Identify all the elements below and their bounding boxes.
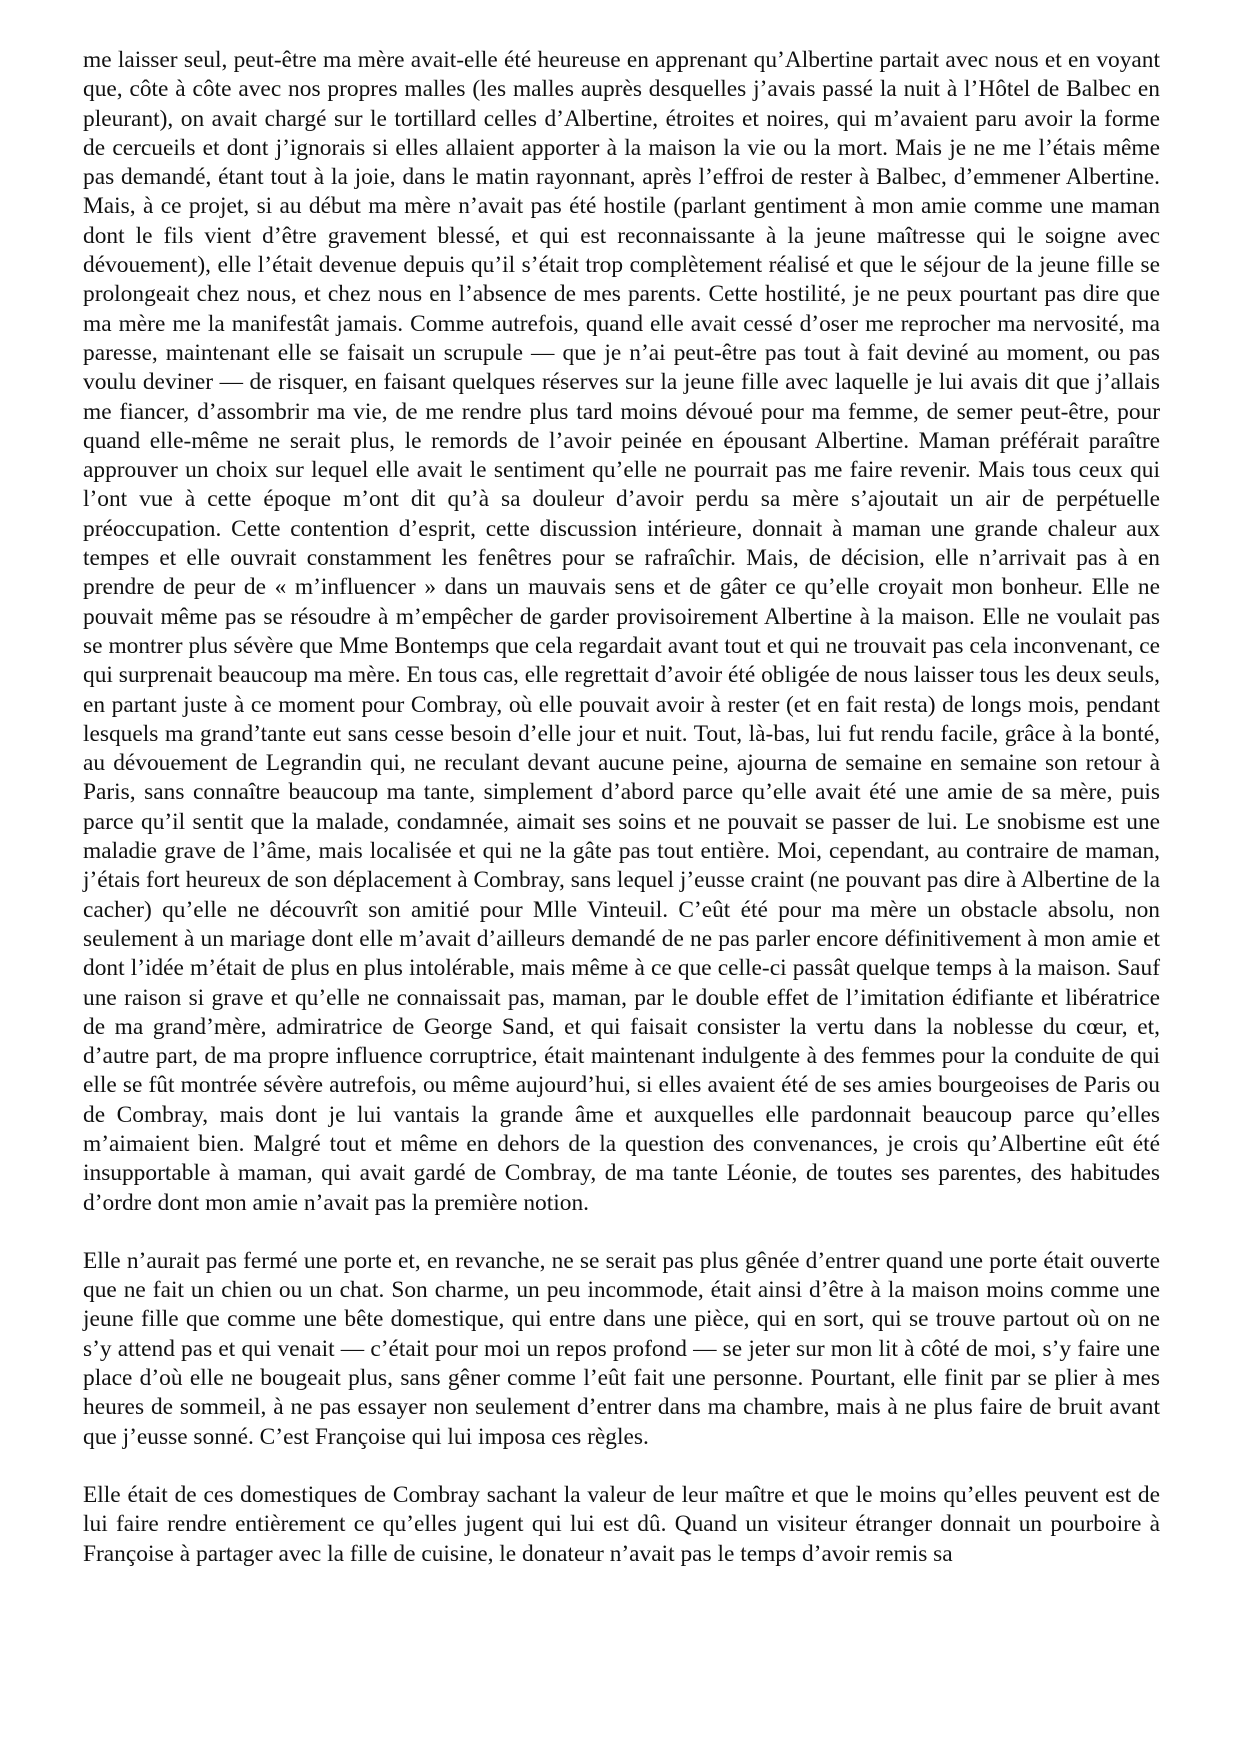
paragraph-3: Elle était de ces domestiques de Combray sachant la valeur de leur maître et que le moins qu’elles peuvent est de lui faire rendre entièrement ce qu’elles jugent qui lui est dû. Quand un visiteur étranger donnait un pourboire à Françoise à partager avec la fille de cuisine, le donateur n’avait pas le temps d’avoir remis sa — [83, 1481, 1160, 1567]
document-page — [83, 46, 1160, 1569]
paragraph-1: me laisser seul, peut-être ma mère avait-elle été heureuse en apprenant qu’Albertine partait avec nous et en voyant que, côte à côte avec nos propres malles (les malles auprès desquelles j’avais passé la nuit à l’Hôtel de Balbec en pleurant), on avait chargé sur le tortillard celles d’Albertine, étroites et noires, qui m’avaient paru avoir la forme de cercueils et dont j’ignorais si elles allaient apporter à la maison la vie ou la mort. Mais je ne me l’étais même pas demandé, étant tout à la joie, dans le matin rayonnant, après l’effroi de rester à Balbec, d’emmener Albertine. Mais, à ce projet, si au début ma mère n’avait pas été hostile (parlant gentiment à mon amie comme une maman dont le fils vient d’être gravement blessé, et qui est reconnaissante à la jeune maîtresse qui le soigne avec dévouement), elle l’était devenue depuis qu’il s’était trop complètement réalisé et que le séjour de la jeune fille se prolongeait chez nous, et chez nous en l’absence de mes parents. Cette hostilité, je ne peux pourtant pas dire que ma mère me la manifestât jamais. Comme autrefois, quand elle avait cessé d’oser me reprocher ma nervosité, ma paresse, maintenant elle se faisait un scrupule — que je n’ai peut-être pas tout à fait deviné au moment, ou pas voulu deviner — de risquer, en faisant quelques réserves sur la jeune fille avec laquelle je lui avais dit que j’allais me fiancer, d’assombrir ma vie, de me rendre plus tard moins dévoué pour ma femme, de semer peut-être, pour quand elle-même ne serait plus, le remords de l’avoir peinée en épousant Albertine. Maman préférait paraître approuver un choix sur lequel elle avait le sentiment qu’elle ne pourrait pas me faire revenir. Mais tous ceux qui l’ont vue à cette époque m’ont dit qu’à sa douleur d’avoir perdu sa mère s’ajoutait un air de perpétuelle préoccupation. Cette contention d’esprit, cette discussion intérieure, donnait à maman une grande chaleur aux tempes et elle ouvrait constamment les fenêtres pour se rafraîchir. Mais, de décision, elle n’arrivait pas à en prendre de peur de « m’influencer » dans un mauvais sens et de gâter ce qu’elle croyait mon bonheur. Elle ne pouvait même pas se résoudre à m’empêcher de garder provisoirement Albertine à la maison. Elle ne voulait pas se montrer plus sévère que Mme Bontemps que cela regardait avant tout et qui ne trouvait pas cela inconvenant, ce qui surprenait beaucoup ma mère. En tous cas, elle regrettait d’avoir été obligée de nous laisser tous les deux seuls, en partant juste à ce moment pour Combray, où elle pouvait avoir à rester (et en fait resta) de longs mois, pendant lesquels ma grand’tante eut sans cesse besoin d’elle jour et nuit. Tout, là-bas, lui fut rendu facile, grâce à la bonté, au dévouement de Legrandin qui, ne reculant devant aucune peine, ajourna de semaine en semaine son retour à Paris, sans connaître beaucoup ma tante, simplement d’abord parce qu’elle avait été une amie de sa mère, puis parce qu’il sentit que la malade, condamnée, aimait ses soins et ne pouvait se passer de lui. Le snobisme est une maladie grave de l’âme, mais localisée et qui ne la gâte pas tout entière. Moi, cependant, au contraire de maman, j’étais fort heureux de son déplacement à Combray, sans lequel j’eusse craint (ne pouvant pas dire à Albertine de la cacher) qu’elle ne découvrît son amitié pour Mlle Vinteuil. C’eût été pour ma mère un obstacle absolu, non seulement à un mariage dont elle m’avait d’ailleurs demandé de ne pas parler encore définitivement à mon amie et dont l’idée m’était de plus en plus intolérable, mais même à ce que celle-ci passât quelque temps à la maison. Sauf une raison si grave et qu’elle ne connaissait pas, maman, par le double effet de l’imitation édifiante et libératrice de ma grand’mère, admiratrice de George Sand, et qui faisait consister la vertu dans la noblesse du cœur, et, d’autre part, de ma propre influence corruptrice, était maintenant indulgente à des femmes pour la conduite de qui elle se fût montrée sévère autrefois, ou même aujourd’hui, si elles avaient été de ses amies bourgeoises de Paris ou de Combray, mais dont je lui vantais la grande âme et auxquelles elle pardonnait beaucoup parce qu’elles m’aimaient bien. Malgré tout et même en dehors de la question des convenances, je crois qu’Albertine eût été insupportable à maman, qui avait gardé de Combray, de ma tante Léonie, de toutes ses parentes, des habitudes d’ordre dont mon amie n’avait pas la première notion. — [83, 47, 1160, 1216]
paragraph-2: Elle n’aurait pas fermé une porte et, en revanche, ne se serait pas plus gênée d’entrer quand une porte était ouverte que ne fait un chien ou un chat. Son charme, un peu incommode, était ainsi d’être à la maison moins comme une jeune fille que comme une bête domestique, qui entre dans une pièce, qui en sort, qui se trouve partout où on ne s’y attend pas et qui venait — c’était pour moi un repos profond — se jeter sur mon lit à côté de moi, s’y faire une place d’où elle ne bougeait plus, sans gêner comme l’eût fait une personne. Pourtant, elle finit par se plier à mes heures de sommeil, à ne pas essayer non seulement d’entrer dans ma chambre, mais à ne plus faire de bruit avant que j’eusse sonné. C’est Françoise qui lui imposa ces règles. — [83, 1247, 1160, 1450]
